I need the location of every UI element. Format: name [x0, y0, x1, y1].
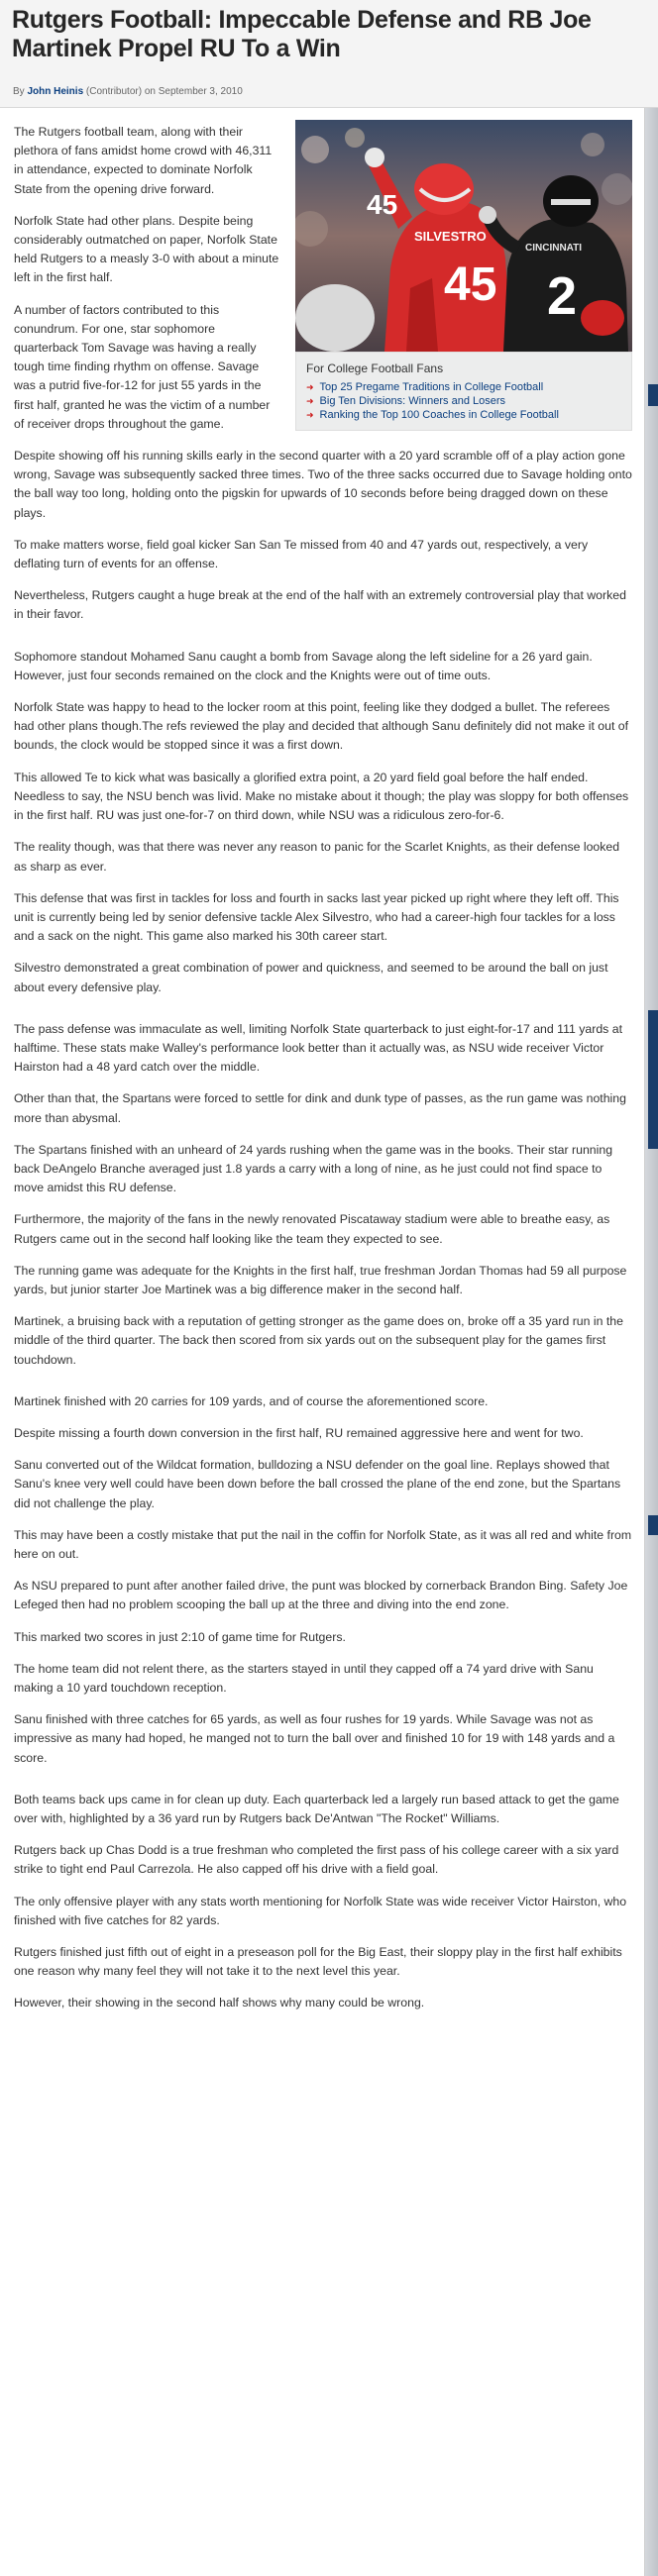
- article-photo[interactable]: [295, 120, 632, 352]
- paragraph: Sanu converted out of the Wildcat formation, bulldozing a NSU defender on the goal line. Replays showed that Sanu's knee very well could have been down before the ball crossed the plane of the end zone, but the Spartans did not challenge the play.: [14, 1458, 621, 1510]
- related-link[interactable]: ➜ Top 25 Pregame Traditions in College Football: [306, 381, 544, 393]
- paragraph: The running game was adequate for the Knights in the first half, true freshman Jordan Thomas had 59 all purpose yards, but junior starter Joe Martinek was a big difference maker in the second half.: [14, 1263, 627, 1296]
- related-link[interactable]: ➜ Ranking the Top 100 Coaches in College Football: [306, 409, 559, 421]
- paragraph: The home team did not relent there, as the starters stayed in until they capped off a 74 yard drive with Sanu making a 10 yard touchdown reception.: [14, 1661, 594, 1695]
- arrow-bullet-icon: ➜: [306, 396, 314, 406]
- paragraph: Rutgers back up Chas Dodd is a true freshman who completed the first pass of his college career with a six yard strike to tight end Paul Carrezola. He also capped off his drive with a field goal.: [14, 1843, 619, 1877]
- jersey-number-right: 2: [547, 266, 578, 326]
- paragraph: The Spartans finished with an unheard of 24 yards rushing when the game was in the books. Their star running back DeAngelo Branche averaged just 1.8 yards a carry with a long of nine, as he just could not find space to move amidst this RU defense.: [14, 1142, 613, 1195]
- paragraph: Nevertheless, Rutgers caught a huge break at the end of the half with an extremely controversial play that worked in their favor.: [14, 588, 626, 622]
- related-links-box: [295, 352, 632, 431]
- arrow-bullet-icon: ➜: [306, 410, 314, 420]
- byline-date: (Contributor) on September 3, 2010: [85, 86, 243, 97]
- paragraph: Other than that, the Spartans were forced to settle for dink and dunk type of passes, as the run game was nothing more than abysmal.: [14, 1091, 626, 1125]
- author-link[interactable]: John Heinis: [27, 86, 84, 97]
- edge-tab: [648, 1515, 658, 1535]
- paragraph: The only offensive player with any stats worth mentioning for Norfolk State was wide receiver Victor Hairston, who finished with five catches for 82 yards.: [14, 1894, 627, 1927]
- paragraph: Norfolk State had other plans. Despite being considerably outmatched on paper, Norfolk State held Rutgers to a measly 3-0 with about a minute left in the first half.: [14, 213, 279, 285]
- article-container: [0, 108, 645, 2576]
- paragraph: Norfolk State was happy to head to the locker room at this point, feeling like they dodged a bullet. The referees had other plans though.The refs reviewed the play and decided that although Sanu definitely did not make it out of bounds, the clock would be stopped since it was a first down.: [14, 700, 629, 753]
- article-figure: [295, 120, 632, 431]
- jersey-name-left: SILVESTRO: [414, 229, 487, 244]
- paragraph: To make matters worse, field goal kicker San San Te missed from 40 and 47 yards out, respectively, a very deflating turn of events for an offense.: [14, 537, 589, 571]
- article-title: Rutgers Football: Impeccable Defense and RB Joe Martinek Propel RU To a Win: [12, 6, 592, 62]
- paragraph: Martinek finished with 20 carries for 109 yards, and of course the aforementioned score.: [14, 1393, 489, 1408]
- related-links-list: [306, 380, 621, 422]
- paragraph: The Rutgers football team, along with their plethora of fans amidst home crowd with 46,311 in attendance, expected to dominate Norfolk State from the opening drive forward.: [14, 125, 273, 196]
- paragraph: Despite missing a fourth down conversion in the first half, RU remained aggressive here and went for two.: [14, 1425, 584, 1440]
- paragraph: As NSU prepared to punt after another failed drive, the punt was blocked by cornerback Brandon Bing. Safety Joe Lefeged then had no problem scooping the ball up at the three and diving into the end zone.: [14, 1579, 628, 1612]
- jersey-number-left: 45: [444, 258, 497, 311]
- paragraph: The reality though, was that there was never any reason to panic for the Scarlet Knights, as their defense looked as sharp as ever.: [14, 840, 620, 874]
- paragraph: Sanu finished with three catches for 65 yards, as well as four rushes for 19 yards. While Savage was not as impressive as many had hoped, he manged not to turn the ball over and finished 10 for 19 with 148 yards and a score.: [14, 1712, 615, 1765]
- byline-prefix: By: [13, 86, 25, 97]
- football-action-image: [295, 120, 632, 352]
- paragraph: This defense that was first in tackles for loss and fourth in sacks last year picked up right where they left off. This unit is currently being led by senior defensive tackle Alex Silvestro, who had a career-high four tackles for a loss and a sack on the night. This game also marked his 30th career start.: [14, 890, 619, 944]
- edge-tab: [648, 384, 658, 406]
- page-background-edge: [644, 99, 658, 2576]
- jersey-number-arm: 45: [367, 189, 398, 220]
- paragraph: Furthermore, the majority of the fans in the newly renovated Piscataway stadium were able to breathe easy, as Rutgers came out in the second half looking like the team they expected to see.: [14, 1212, 610, 1246]
- edge-tab: [648, 1010, 658, 1149]
- paragraph: This allowed Te to kick what was basically a glorified extra point, a 20 yard field goal before the half ended. Needless to say, the NSU bench was livid. Make no mistake about it though; the play was sloppy for both offenses in the first half. RU was just one-for-7 on third down, while NSU was a ridiculous zero-for-6.: [14, 770, 629, 823]
- paragraph: This marked two scores in just 2:10 of game time for Rutgers.: [14, 1629, 346, 1644]
- paragraph: Martinek, a bruising back with a reputation of getting stronger as the game does on, broke off a 35 yard run in the middle of the third quarter. The back then scored from six yards out on the subsequent play for the games first touchdown.: [14, 1314, 623, 1367]
- paragraph: The pass defense was immaculate as well, limiting Norfolk State quarterback to just eight-for-17 and 111 yards at halftime. These stats make Walley's performance look better than it actually was, as NSU wide receiver Victor Hairston had a 48 yard catch over the middle.: [14, 1021, 623, 1075]
- paragraph: Both teams back ups came in for clean up duty. Each quarterback led a largely run based attack to get the game over with, highlighted by a 36 yard run by Rutgers back De'Antwan "The Rocket" Williams.: [14, 1792, 619, 1826]
- byline: [13, 86, 243, 97]
- paragraph: This may have been a costly mistake that put the nail in the coffin for Norfolk State, as it was all red and white from here on out.: [14, 1527, 632, 1561]
- arrow-bullet-icon: ➜: [306, 382, 314, 392]
- related-links-heading: For College Football Fans: [306, 361, 444, 375]
- paragraph: A number of factors contributed to this conundrum. For one, star sophomore quarterback Tom Savage was having a really tough time finding rhythm on offense. Savage was a putrid five-for-12 for just 55 yards in the first half, granted he was the victim of a number of receiver drops throughout the game.: [14, 302, 271, 431]
- article-header: [0, 0, 658, 108]
- jersey-name-right: CINCINNATI: [525, 243, 583, 254]
- related-link[interactable]: ➜ Big Ten Divisions: Winners and Losers: [306, 395, 506, 407]
- paragraph: Despite showing off his running skills early in the second quarter with a 20 yard scramble off of a play action gone wrong, Savage was subsequently sacked three times. Two of the three sacks occurred due to Savage holding onto the ball way too long, holding onto the pigskin for upwards of 10 seconds before being dragged down on these plays.: [14, 449, 632, 520]
- paragraph: However, their showing in the second half shows why many could be wrong.: [14, 1996, 425, 2010]
- paragraph: Silvestro demonstrated a great combination of power and quickness, and seemed to be around the ball on just about every defensive play.: [14, 961, 608, 994]
- paragraph: Sophomore standout Mohamed Sanu caught a bomb from Savage along the left sideline for a 26 yard gain. However, just four seconds remained on the clock and the Knights were out of time outs.: [14, 649, 593, 682]
- paragraph: Rutgers finished just fifth out of eight in a preseason poll for the Big East, their sloppy play in the first half exhibits one reason why many feel they will not take it to the next level this year.: [14, 1945, 622, 1979]
- article-body: [14, 123, 632, 2026]
